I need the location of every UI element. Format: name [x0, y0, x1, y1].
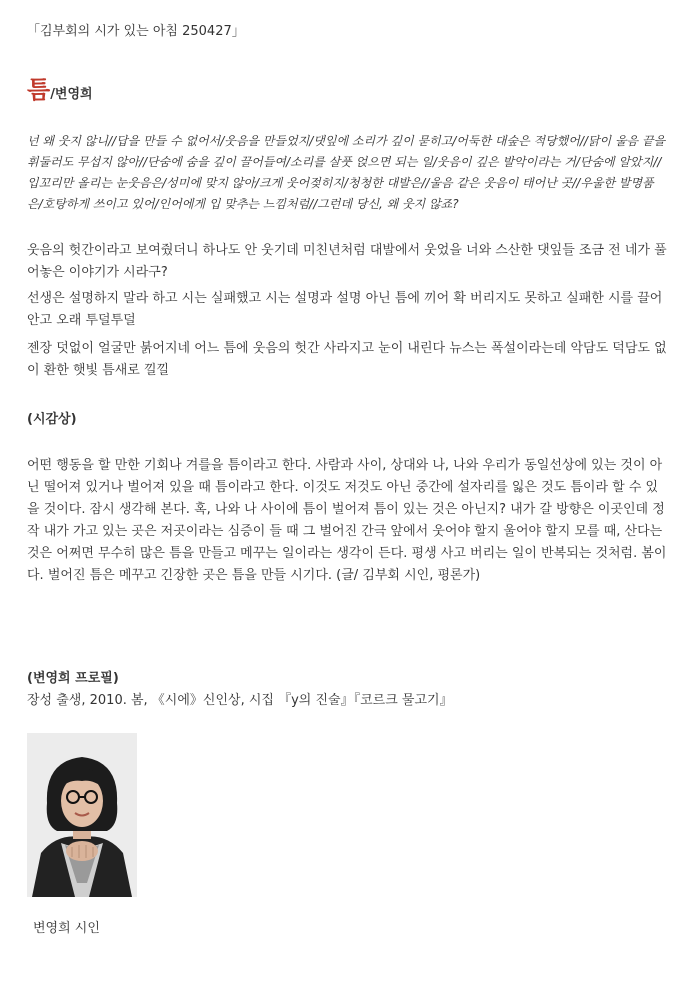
prose-paragraph-3: 젠장 덧없이 얼굴만 붉어지네 어느 틈에 웃음의 헛간 사라지고 눈이 내린다 뉴스는 폭설이라는데 악담도 덕담도 없이 환한 햇빛 틈새로 낄낄	[27, 341, 667, 378]
portrait-image	[27, 733, 137, 897]
prose-paragraph-1: 웃음의 헛간이라고 보여줬더니 하나도 안 웃기데 미친년처럼 대발에서 웃었을 너와 스산한 댓잎들 조금 전 네가 풀어놓은 이야기가 시라구?	[27, 243, 667, 280]
series-header: 「김부회의 시가 있는 아침 250427」	[27, 24, 245, 39]
commentary-body: 어떤 행동을 할 만한 기회나 겨를을 틈이라고 한다. 사람과 사이, 상대와 나, 나와 우리가 동일선상에 있는 것이 아닌 떨어져 있거나 벌어져 있을 때 틈이라고 한다. 이것도 저것도 아닌 중간에 설자리를 잃은 것도 틈이라 할 수 있을 것이다. 잠시 생각해 본다. 혹, 나와 나 사이에 틈이 벌어져 틈이 있는 것은 아닌지? 내가 갈 방향은 이곳인데 정작 내가 가고 있는 곳은 저곳이라는 심증이 들 때 그 벌어진 간극 앞에서 웃어야 할지 울어야 할지 모를 때, 산다는 것은 어쩌면 무수히 많은 틈을 만들고 메꾸는 일이라는 생각이 든다. 평생 사고 버리는 일이 반복되는 것처럼. 봄이다. 벌어진 틈은 메꾸고 긴장한 곳은 틈을 만들 시기다. (글/ 김부회 시인, 평론가)	[27, 458, 667, 583]
poem-title-row	[27, 70, 93, 105]
photo-caption: 변영희 시인	[33, 921, 100, 936]
prose-paragraph-2: 선생은 설명하지 말라 하고 시는 실패했고 시는 설명과 설명 아닌 틈에 끼어 확 버리지도 못하고 실패한 시를 끌어안고 오래 투덜투덜	[27, 291, 663, 328]
poet-portrait-photo	[27, 733, 137, 897]
commentary-heading: (시감상)	[27, 412, 77, 427]
profile-heading: (변영희 프로필)	[27, 671, 119, 686]
profile-details: 장성 출생, 2010. 봄, 《시에》신인상, 시집 『y의 진술』『코르크 물고기』	[27, 693, 453, 708]
poem-title: 틈	[27, 76, 51, 104]
poem-body: 넌 왜 웃지 않니//답을 만들 수 없어서/웃음을 만들었지/댓잎에 소리가 깊이 묻히고/어둑한 대숲은 적당했어//닭이 울음 끝을 휘둘러도 무섭지 않아//단숨에 숨을 깊이 끌어들여/소리를 살풋 얹으면 되는 일/웃음이 깊은 발악이라는 거/단숨에 알았지//입꼬리만 올리는 눈웃음은/성미에 맞지 않아/크게 웃어젖히지/청청한 대발은//울음 같은 웃음이 태어난 곳//우울한 발명품은/호탕하게 쓰이고 있어/인어에게 입 맞추는 느낌처럼//그런데 당신, 왜 웃지 않죠?	[27, 134, 666, 211]
poem-author: /변영희	[50, 87, 93, 102]
